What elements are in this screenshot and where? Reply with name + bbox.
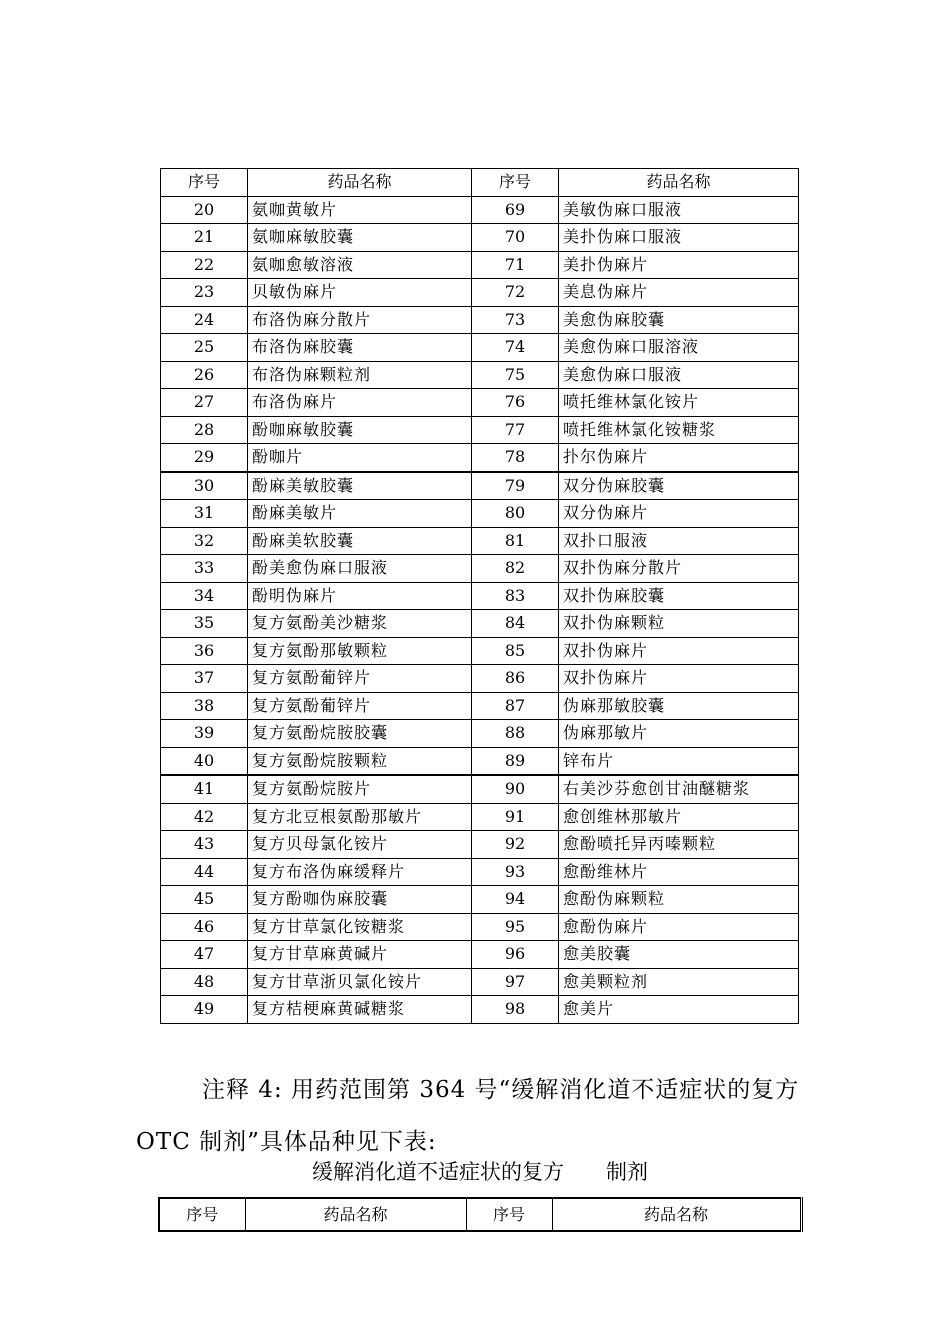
cell-drug-name-1: 布洛伪麻颗粒剂 xyxy=(248,361,472,389)
cell-seq-2: 84 xyxy=(472,610,559,638)
cell-seq-2: 91 xyxy=(472,803,559,831)
table-row xyxy=(161,334,799,362)
cell-seq-1: 24 xyxy=(161,306,248,334)
cell-drug-name-1: 复方氨酚烷胺颗粒 xyxy=(248,747,472,775)
drug-list-table xyxy=(160,168,799,1024)
cell-drug-name-2: 愈酚喷托异丙嗪颗粒 xyxy=(559,831,799,859)
cell-drug-name-1: 氨咖黄敏片 xyxy=(248,196,472,224)
cell-seq-2: 70 xyxy=(472,224,559,252)
header-drug-name-1: 药品名称 xyxy=(248,169,472,197)
cell-seq-2: 79 xyxy=(472,472,559,500)
table-row xyxy=(161,472,799,500)
cell-drug-name-2: 双扑口服液 xyxy=(559,527,799,555)
cell-drug-name-2: 双扑伪麻分散片 xyxy=(559,555,799,583)
cell-drug-name-2: 愈酚维林片 xyxy=(559,858,799,886)
cell-drug-name-2: 双扑伪麻片 xyxy=(559,637,799,665)
cell-seq-1: 37 xyxy=(161,665,248,693)
table-row xyxy=(161,582,799,610)
cell-drug-name-1: 酚麻美软胶囊 xyxy=(248,527,472,555)
cell-drug-name-2: 美愈伪麻胶囊 xyxy=(559,306,799,334)
cell-drug-name-2: 双分伪麻片 xyxy=(559,500,799,528)
table-row xyxy=(161,831,799,859)
cell-seq-2: 86 xyxy=(472,665,559,693)
cell-seq-1: 25 xyxy=(161,334,248,362)
header-seq-2: 序号 xyxy=(472,169,559,197)
cell-drug-name-1: 复方甘草浙贝氯化铵片 xyxy=(248,968,472,996)
cell-drug-name-1: 复方氨酚那敏颗粒 xyxy=(248,637,472,665)
cell-seq-1: 30 xyxy=(161,472,248,500)
cell-seq-2: 92 xyxy=(472,831,559,859)
table-row xyxy=(161,886,799,914)
cell-seq-1: 28 xyxy=(161,416,248,444)
cell-seq-2: 77 xyxy=(472,416,559,444)
cell-drug-name-2: 美扑伪麻片 xyxy=(559,251,799,279)
cell-drug-name-2: 愈美颗粒剂 xyxy=(559,968,799,996)
cell-drug-name-2: 双扑伪麻颗粒 xyxy=(559,610,799,638)
cell-seq-1: 48 xyxy=(161,968,248,996)
cell-seq-2: 90 xyxy=(472,775,559,803)
cell-seq-2: 85 xyxy=(472,637,559,665)
table-row xyxy=(161,610,799,638)
cell-drug-name-1: 复方甘草氯化铵糖浆 xyxy=(248,913,472,941)
cell-drug-name-2: 右美沙芬愈创甘油醚糖浆 xyxy=(559,775,799,803)
cell-seq-1: 22 xyxy=(161,251,248,279)
cell-seq-2: 81 xyxy=(472,527,559,555)
cell-drug-name-1: 酚美愈伪麻口服液 xyxy=(248,555,472,583)
cell-seq-1: 31 xyxy=(161,500,248,528)
cell-seq-1: 43 xyxy=(161,831,248,859)
cell-seq-2: 97 xyxy=(472,968,559,996)
cell-drug-name-1: 复方酚咖伪麻胶囊 xyxy=(248,886,472,914)
table-row xyxy=(161,665,799,693)
cell-seq-2: 74 xyxy=(472,334,559,362)
cell-seq-1: 41 xyxy=(161,775,248,803)
table-row xyxy=(161,196,799,224)
table-row xyxy=(161,251,799,279)
cell-drug-name-2: 愈美片 xyxy=(559,996,799,1024)
cell-drug-name-1: 复方氨酚烷胺胶囊 xyxy=(248,720,472,748)
table-row xyxy=(161,803,799,831)
cell-seq-1: 34 xyxy=(161,582,248,610)
cell-drug-name-2: 愈酚伪麻颗粒 xyxy=(559,886,799,914)
note-paragraph: 注释 4: 用药范围第 364 号“缓解消化道不适症状的复方 OTC 制剂”具体品种见下表: xyxy=(136,1077,800,1155)
table-row xyxy=(161,389,799,417)
table-row xyxy=(161,527,799,555)
header-drug-name-1: 药品名称 xyxy=(245,1198,466,1231)
table-row xyxy=(161,555,799,583)
cell-seq-1: 49 xyxy=(161,996,248,1024)
cell-seq-2: 93 xyxy=(472,858,559,886)
header-drug-name-2: 药品名称 xyxy=(552,1198,801,1231)
table-row xyxy=(161,416,799,444)
cell-seq-2: 75 xyxy=(472,361,559,389)
cell-seq-2: 96 xyxy=(472,941,559,969)
digestive-drug-table xyxy=(158,1197,803,1232)
cell-seq-1: 20 xyxy=(161,196,248,224)
cell-seq-2: 94 xyxy=(472,886,559,914)
table-row xyxy=(161,720,799,748)
cell-seq-1: 32 xyxy=(161,527,248,555)
cell-seq-2: 73 xyxy=(472,306,559,334)
table-row xyxy=(161,692,799,720)
cell-drug-name-1: 复方氨酚美沙糖浆 xyxy=(248,610,472,638)
cell-drug-name-1: 氨咖愈敏溶液 xyxy=(248,251,472,279)
cell-drug-name-2: 美敏伪麻口服液 xyxy=(559,196,799,224)
cell-drug-name-2: 愈美胶囊 xyxy=(559,941,799,969)
cell-drug-name-1: 复方北豆根氨酚那敏片 xyxy=(248,803,472,831)
cell-seq-2: 71 xyxy=(472,251,559,279)
cell-seq-1: 39 xyxy=(161,720,248,748)
cell-seq-2: 80 xyxy=(472,500,559,528)
cell-seq-2: 69 xyxy=(472,196,559,224)
cell-drug-name-1: 布洛伪麻片 xyxy=(248,389,472,417)
table-row xyxy=(161,968,799,996)
cell-seq-1: 46 xyxy=(161,913,248,941)
cell-drug-name-2: 喷托维林氯化铵糖浆 xyxy=(559,416,799,444)
table-row xyxy=(161,775,799,803)
cell-seq-1: 23 xyxy=(161,279,248,307)
cell-drug-name-2: 美愈伪麻口服液 xyxy=(559,361,799,389)
cell-drug-name-1: 氨咖麻敏胶囊 xyxy=(248,224,472,252)
table-row xyxy=(161,361,799,389)
cell-seq-2: 76 xyxy=(472,389,559,417)
cell-seq-1: 47 xyxy=(161,941,248,969)
cell-drug-name-2: 伪麻那敏片 xyxy=(559,720,799,748)
cell-seq-1: 45 xyxy=(161,886,248,914)
cell-drug-name-2: 美扑伪麻口服液 xyxy=(559,224,799,252)
cell-drug-name-1: 复方甘草麻黄碱片 xyxy=(248,941,472,969)
cell-drug-name-1: 复方氨酚葡锌片 xyxy=(248,665,472,693)
table-row xyxy=(161,637,799,665)
cell-drug-name-2: 双扑伪麻片 xyxy=(559,665,799,693)
header-seq-1: 序号 xyxy=(161,169,248,197)
table-row xyxy=(161,747,799,775)
table-row xyxy=(161,444,799,472)
cell-seq-2: 87 xyxy=(472,692,559,720)
cell-drug-name-2: 双分伪麻胶囊 xyxy=(559,472,799,500)
table-header-row xyxy=(159,1198,801,1231)
cell-drug-name-1: 酚明伪麻片 xyxy=(248,582,472,610)
table-row xyxy=(161,996,799,1024)
cell-seq-2: 98 xyxy=(472,996,559,1024)
cell-drug-name-1: 酚咖片 xyxy=(248,444,472,472)
cell-drug-name-2: 美息伪麻片 xyxy=(559,279,799,307)
cell-seq-1: 38 xyxy=(161,692,248,720)
cell-drug-name-2: 愈酚伪麻片 xyxy=(559,913,799,941)
cell-seq-2: 72 xyxy=(472,279,559,307)
table-row xyxy=(161,941,799,969)
cell-drug-name-1: 布洛伪麻分散片 xyxy=(248,306,472,334)
cell-drug-name-1: 复方布洛伪麻缓释片 xyxy=(248,858,472,886)
table-row xyxy=(161,858,799,886)
cell-seq-2: 89 xyxy=(472,747,559,775)
header-seq-1: 序号 xyxy=(159,1198,245,1231)
table-row xyxy=(161,279,799,307)
cell-seq-1: 35 xyxy=(161,610,248,638)
cell-seq-1: 40 xyxy=(161,747,248,775)
sub-table-title: 缓解消化道不适症状的复方 制剂 xyxy=(312,1160,648,1184)
cell-drug-name-2: 双扑伪麻胶囊 xyxy=(559,582,799,610)
cell-drug-name-1: 酚咖麻敏胶囊 xyxy=(248,416,472,444)
cell-drug-name-1: 酚麻美敏胶囊 xyxy=(248,472,472,500)
table-row xyxy=(161,500,799,528)
table-row xyxy=(161,306,799,334)
cell-seq-1: 42 xyxy=(161,803,248,831)
cell-drug-name-2: 伪麻那敏胶囊 xyxy=(559,692,799,720)
cell-drug-name-1: 复方贝母氯化铵片 xyxy=(248,831,472,859)
cell-seq-1: 26 xyxy=(161,361,248,389)
cell-drug-name-2: 美愈伪麻口服溶液 xyxy=(559,334,799,362)
cell-seq-2: 82 xyxy=(472,555,559,583)
table-header-row xyxy=(161,169,799,197)
cell-drug-name-1: 贝敏伪麻片 xyxy=(248,279,472,307)
header-seq-2: 序号 xyxy=(466,1198,552,1231)
cell-drug-name-2: 喷托维林氯化铵片 xyxy=(559,389,799,417)
cell-seq-1: 29 xyxy=(161,444,248,472)
cell-drug-name-1: 复方氨酚烷胺片 xyxy=(248,775,472,803)
table-row xyxy=(161,224,799,252)
cell-seq-1: 21 xyxy=(161,224,248,252)
header-drug-name-2: 药品名称 xyxy=(559,169,799,197)
cell-seq-2: 83 xyxy=(472,582,559,610)
cell-seq-2: 88 xyxy=(472,720,559,748)
cell-seq-1: 27 xyxy=(161,389,248,417)
cell-drug-name-1: 复方氨酚葡锌片 xyxy=(248,692,472,720)
table-row xyxy=(161,913,799,941)
cell-drug-name-1: 复方桔梗麻黄碱糖浆 xyxy=(248,996,472,1024)
cell-seq-1: 33 xyxy=(161,555,248,583)
cell-drug-name-1: 酚麻美敏片 xyxy=(248,500,472,528)
cell-seq-1: 44 xyxy=(161,858,248,886)
cell-drug-name-2: 锌布片 xyxy=(559,747,799,775)
cell-seq-2: 78 xyxy=(472,444,559,472)
cell-drug-name-2: 愈创维林那敏片 xyxy=(559,803,799,831)
cell-drug-name-1: 布洛伪麻胶囊 xyxy=(248,334,472,362)
cell-drug-name-2: 扑尔伪麻片 xyxy=(559,444,799,472)
cell-seq-1: 36 xyxy=(161,637,248,665)
cell-seq-2: 95 xyxy=(472,913,559,941)
